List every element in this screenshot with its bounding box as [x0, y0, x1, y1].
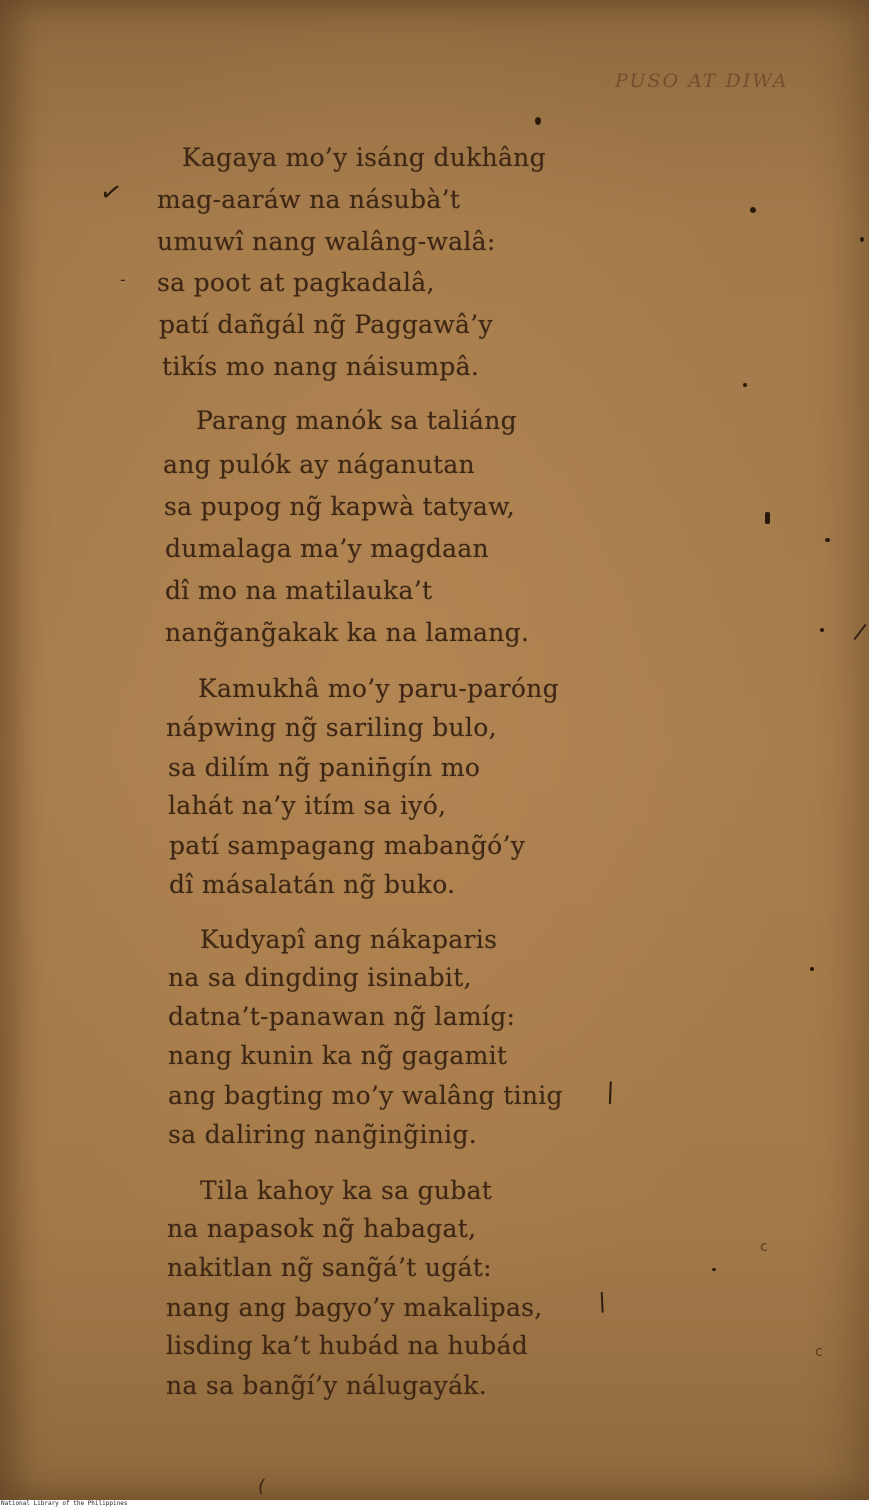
ink-speck-icon: ( — [256, 1475, 267, 1498]
ink-speck-icon — [765, 512, 770, 524]
check-mark-icon: / — [602, 1077, 619, 1109]
poem-line: ang pulók ay náganutan — [163, 450, 475, 479]
footer-bar — [0, 1500, 869, 1508]
poem-line: umuwî nang walâng-walâ: — [157, 227, 496, 256]
poem-line: datna’t-panawan ng̃ lamíg: — [168, 1002, 516, 1031]
poem-line: na sa bang̃í’y nálugayák. — [166, 1371, 487, 1400]
dash-mark-icon: - — [120, 270, 126, 289]
poem-line: Parang manók sa taliáng — [196, 406, 517, 435]
poem-line: sa dilím ng̃ panin̄gín mo — [168, 753, 481, 782]
ink-speck-icon: c — [815, 1344, 823, 1360]
edge-mark-icon: / — [852, 619, 868, 646]
ink-speck-icon — [712, 1268, 716, 1271]
poem-line: na napasok ng̃ habagat, — [167, 1214, 477, 1243]
poem-line: nang kunin ka ng̃ gagamit — [168, 1041, 508, 1070]
poem-line: patí sampagang mabang̃ó’y — [169, 831, 526, 860]
running-header: PUSO AT DIWA — [615, 70, 789, 92]
ink-speck-icon — [825, 538, 830, 542]
poem-line: dumalaga ma’y magdaan — [165, 534, 489, 563]
poem-line: nang ang bagyo’y makalipas, — [166, 1293, 543, 1322]
poem-line: sa daliring nang̃ing̃inig. — [168, 1120, 478, 1149]
ink-speck-icon — [820, 628, 824, 632]
poem-line: nang̃ang̃akak ka na lamang. — [165, 618, 530, 647]
poem-line: ang bagting mo’y walâng tinig — [168, 1081, 563, 1110]
poem-line: sa poot at pagkadalâ, — [157, 268, 435, 297]
poem-line: dî másalatán ng̃ buko. — [169, 870, 456, 899]
library-credit: National Library of the Philippines — [1, 1500, 128, 1507]
poem-line: dî mo na matilauka’t — [165, 576, 433, 605]
poem-line: Kagaya mo’y isáng dukhâng — [182, 143, 546, 172]
poem-line: sa pupog ng̃ kapwà tatyaw, — [164, 492, 516, 521]
poem-line: Kamukhâ mo’y paru-paróng — [198, 674, 559, 703]
poem-line: tikís mo nang náisumpâ. — [162, 352, 480, 381]
ink-speck-icon — [860, 237, 864, 242]
poem-line: patí dañgál ng̃ Paggawâ’y — [159, 310, 493, 339]
ink-speck-icon — [743, 383, 747, 387]
poem-line: mag-aaráw na násubà’t — [157, 185, 461, 214]
poem-line: Tila kahoy ka sa gubat — [200, 1176, 493, 1205]
poem-line: na sa dingding isinabit, — [168, 963, 472, 992]
ink-speck-icon — [535, 117, 541, 125]
poem-line: Kudyapî ang nákaparis — [200, 925, 498, 954]
ink-speck-icon — [810, 967, 814, 971]
ink-speck-icon — [750, 207, 756, 213]
check-mark-icon: / — [593, 1287, 611, 1317]
ink-speck-icon: c — [760, 1239, 768, 1255]
poem-line: lisding ka’t hubád na hubád — [166, 1331, 529, 1360]
check-mark-icon: ✓ — [97, 176, 125, 210]
poem-line: nakitlan ng̃ sang̃á’t ugát: — [167, 1253, 492, 1282]
poem-line: nápwing ng̃ sariling bulo, — [166, 713, 497, 742]
poem-line: lahát na’y itím sa iyó, — [168, 791, 447, 820]
